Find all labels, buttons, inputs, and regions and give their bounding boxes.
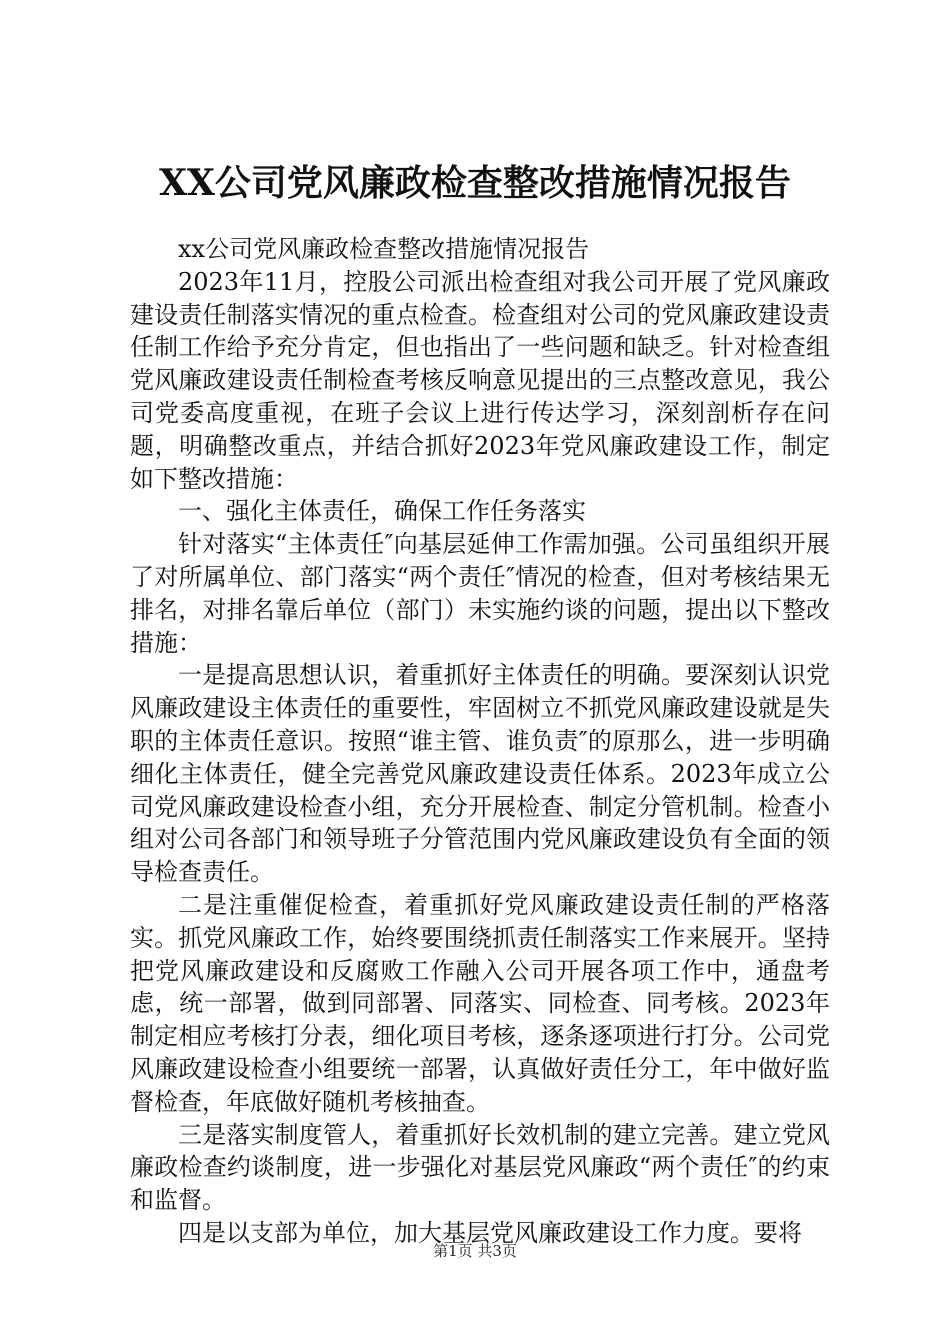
- section-heading-1: 一、强化主体责任，确保工作任务落实: [178, 497, 586, 526]
- document-title: XX公司党风廉政检查整改措施情况报告: [159, 162, 791, 204]
- paragraph-measure-4: 四是以支部为单位，加大基层党风廉政建设工作力度。要将: [178, 1218, 802, 1247]
- paragraph-measure-2: 二是注重催促检查，着重抓好党风廉政建设责任制的严格落实。抓党风廉政工作，始终要围绕抓责任制落实工作来展开。坚持把党风廉政建设和反腐败工作融入公司开展各项工作中，通盘考虑，统一部署，做到同部署、同落实、同检查、同考核。2023年制定相应考核打分表，细化项目考核，逐条逐项进行打分。公司党风廉政建设检查小组要统一部署，认真做好责任分工，年中做好监督检查，年底做好随机考核抽查。: [130, 890, 830, 1116]
- paragraph-measure-1: 一是提高思想认识，着重抓好主体责任的明确。要深刻认识党风廉政建设主体责任的重要性，牢固树立不抓党风廉政建设就是失职的主体责任意识。按照“谁主管、谁负责″的原那么，进一步明确细化主体责任，健全完善党风廉政建设责任体系。2023年成立公司党风廉政建设检查小组，充分开展检查、制定分管机制。检查小组对公司各部门和领导班子分管范围内党风廉政建设负有全面的领导检查责任。: [130, 661, 830, 887]
- page-footer: 第1页 共3页: [433, 1242, 517, 1260]
- paragraph-issue: 针对落实“主体责任″向基层延伸工作需加强。公司虽组织开展了对所属单位、部门落实“两个责任″情况的检查，但对考核结果无排名，对排名靠后单位（部门）未实施约谈的问题，提出以下整改措施：: [130, 530, 830, 657]
- document-body: [130, 233, 830, 1250]
- paragraph-subtitle: xx公司党风廉政检查整改措施情况报告: [178, 235, 590, 263]
- paragraph-intro: 2023年11月，控股公司派出检查组对我公司开展了党风廉政建设责任制落实情况的重点检查。检查组对公司的党风廉政建设责任制工作给予充分肯定，但也指出了一些问题和缺乏。针对检查组党风廉政建设责任制检查考核反响意见提出的三点整改意见，我公司党委高度重视，在班子会议上进行传达学习，深刻剖析存在问题，明确整改重点，并结合抓好2023年党风廉政建设工作，制定如下整改措施：: [130, 267, 830, 493]
- paragraph-measure-3: 三是落实制度管人，着重抓好长效机制的建立完善。建立党风廉政检查约谈制度，进一步强化对基层党风廉政“两个责任″的约束和监督。: [130, 1120, 830, 1215]
